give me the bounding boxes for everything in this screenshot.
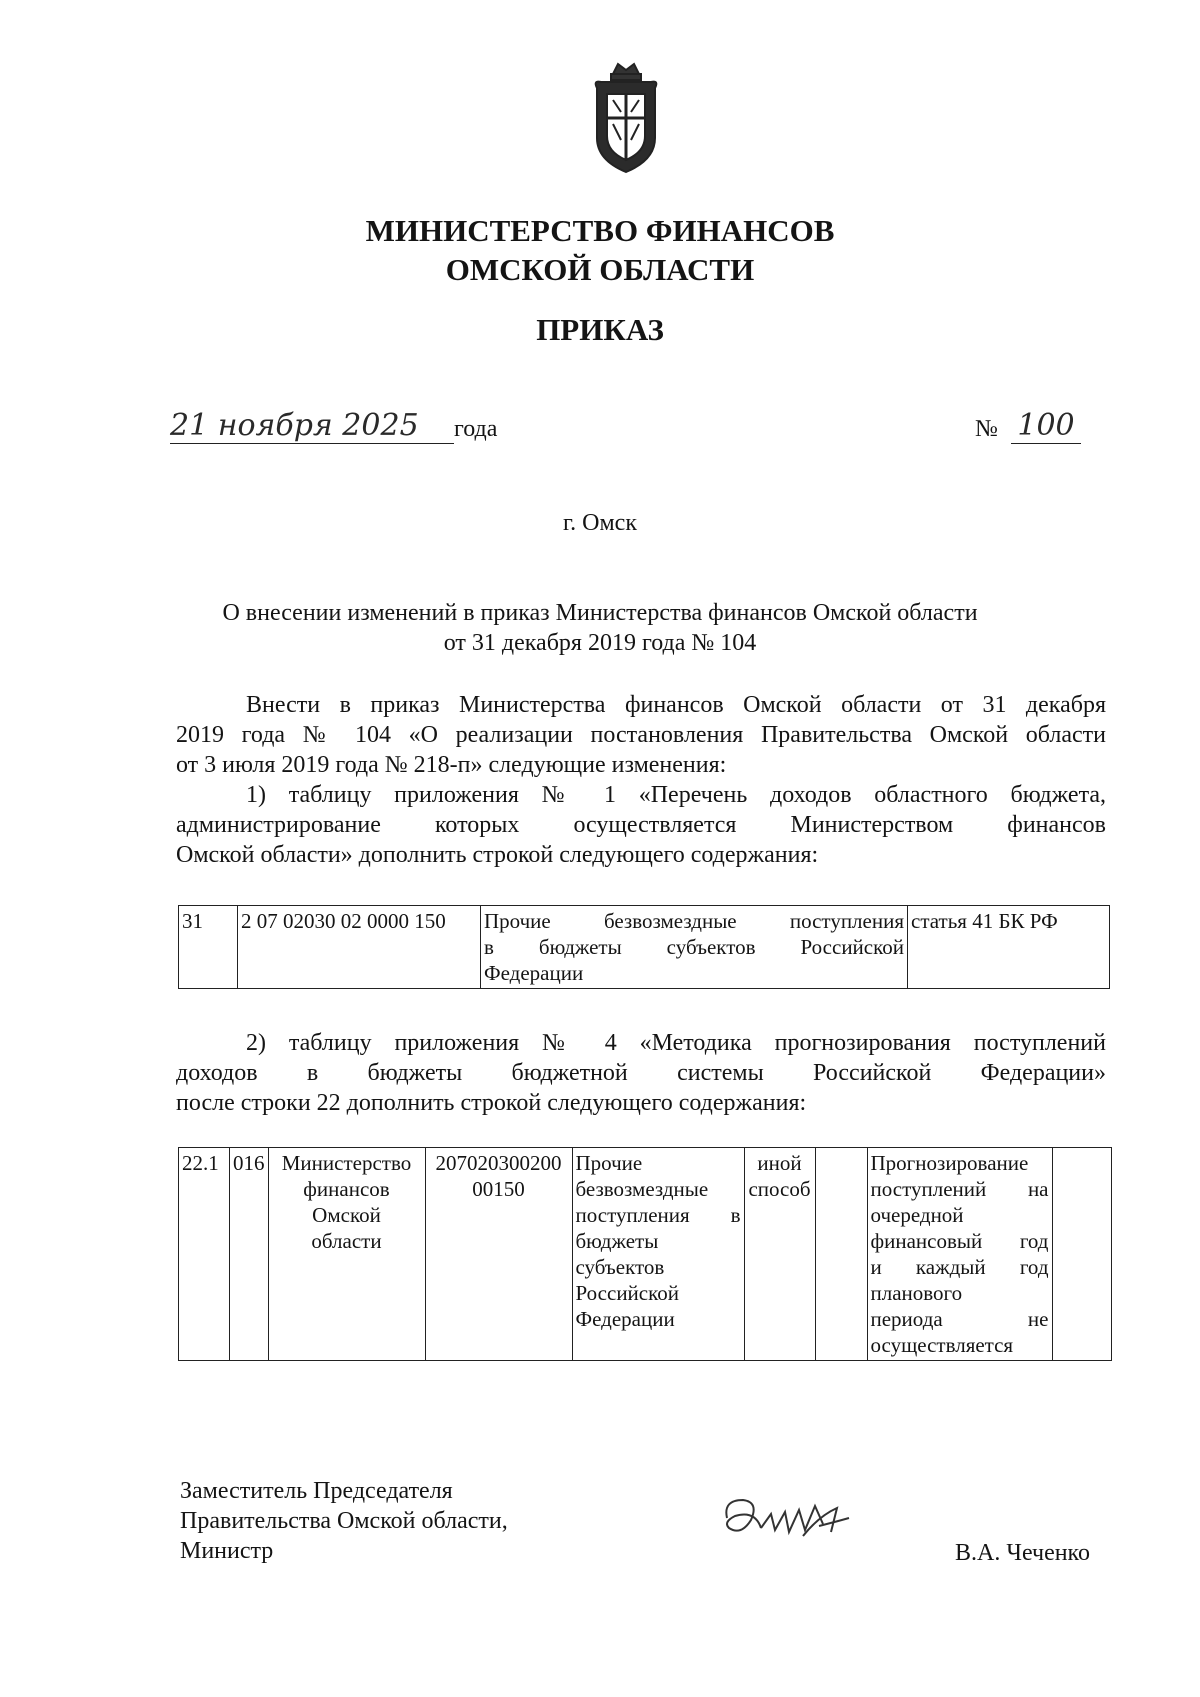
- table-row: [179, 1148, 1112, 1361]
- table2-number-cell: 22.1: [179, 1148, 230, 1361]
- table2-empty-cell: [815, 1148, 867, 1361]
- handwritten-number: 100: [1011, 408, 1081, 444]
- handwritten-date: 21 ноября 2025: [170, 408, 454, 444]
- signer-position-line2: Правительства Омской области,: [180, 1508, 508, 1534]
- title-line2: от 31 декабря 2019 года № 104: [443, 630, 757, 656]
- item2-line1: 2) таблицу приложения № 4 «Методика прогнозирования поступлений: [246, 1030, 1106, 1056]
- signer-position-line3: Министр: [180, 1538, 274, 1564]
- ministry-name-line1: МИНИСТЕРСТВО ФИНАНСОВ: [365, 213, 835, 248]
- table1-basis-cell: статья 41 БК РФ: [908, 906, 1110, 989]
- number-field: [975, 408, 1115, 448]
- table-appendix-1-row: [178, 905, 1110, 989]
- handwritten-signature-icon: [715, 1488, 855, 1558]
- ministry-name-line2: ОМСКОЙ ОБЛАСТИ: [445, 252, 755, 287]
- number-label: №: [975, 416, 998, 442]
- table2-admin-code-cell: 016: [230, 1148, 269, 1361]
- signer-name: В.А. Чеченко: [955, 1540, 1090, 1566]
- table2-forecast-cell: Прогнозирование поступлений на очередной финансовый год и каждый год планового периода не осуществляется: [867, 1148, 1052, 1361]
- table1-kbk-cell: 2 07 02030 02 0000 150: [238, 906, 481, 989]
- para1-line3: от 3 июля 2019 года № 218-п» следующие изменения:: [176, 752, 727, 778]
- date-suffix: года: [454, 416, 498, 442]
- para1-line1: Внести в приказ Министерства финансов Омской области от 31 декабря: [246, 692, 1106, 718]
- table2-method-cell: иной способ: [744, 1148, 815, 1361]
- item2-line3: после строки 22 дополнить строкой следующего содержания:: [176, 1090, 807, 1116]
- table1-code-cell: 31: [179, 906, 238, 989]
- table-appendix-4-row: [178, 1147, 1112, 1361]
- city: г. Омск: [563, 510, 637, 536]
- signer-position-line1: Заместитель Председателя: [180, 1478, 453, 1504]
- table2-description-cell: Прочие безвозмездные поступления в бюджеты субъектов Российской Федерации: [572, 1148, 744, 1361]
- item1-line3: Омской области» дополнить строкой следующего содержания:: [176, 842, 819, 868]
- title-line1: О внесении изменений в приказ Министерства финансов Омской области: [222, 600, 978, 626]
- document-type: ПРИКАЗ: [536, 312, 664, 347]
- table1-description-cell: Прочие безвозмездные поступления в бюджеты субъектов Российской Федерации: [481, 906, 908, 989]
- item1-line1: 1) таблицу приложения № 1 «Перечень доходов областного бюджета,: [246, 782, 1106, 808]
- para1-line2: 2019 года № 104 «О реализации постановления Правительства Омской области: [176, 722, 1106, 748]
- table2-last-cell: [1052, 1148, 1112, 1361]
- item1-line2: администрирование которых осуществляется Министерством финансов: [176, 812, 1106, 838]
- item2-line2: доходов в бюджеты бюджетной системы Российской Федерации»: [176, 1060, 1106, 1086]
- date-field: [170, 408, 498, 448]
- table2-administrator-cell: Министерство финансов Омской области: [268, 1148, 425, 1361]
- coat-of-arms-icon: [583, 60, 669, 175]
- table-row: [179, 906, 1110, 989]
- table2-kbk-cell: 207020300200 00150: [425, 1148, 572, 1361]
